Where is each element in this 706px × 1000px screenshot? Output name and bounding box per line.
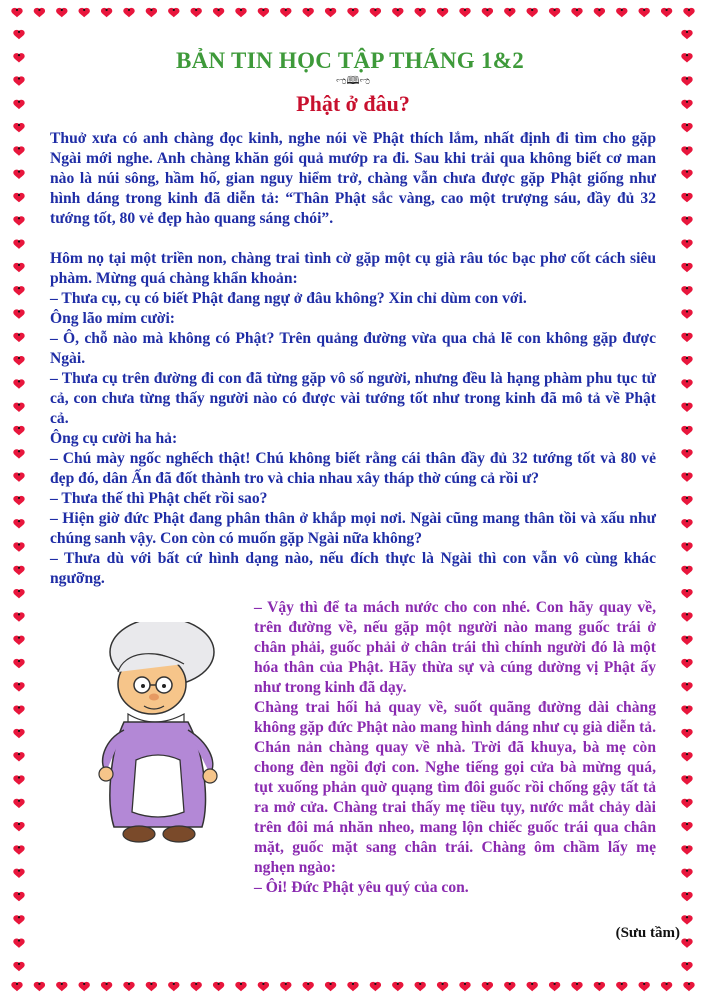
- heart-ornament-icon: [661, 982, 672, 991]
- heart-ornament-icon: [527, 982, 538, 991]
- heart-ornament-icon: [347, 8, 358, 17]
- heart-ornament-icon: [13, 170, 24, 179]
- heart-ornament-icon: [504, 8, 515, 17]
- heart-ornament-icon: [258, 8, 269, 17]
- heart-ornament-icon: [681, 892, 692, 901]
- heart-ornament-icon: [13, 892, 24, 901]
- heart-ornament-icon: [13, 775, 24, 784]
- heart-ornament-icon: [213, 8, 224, 17]
- dialogue-line: – Ôi! Đức Phật yêu quý của con.: [254, 879, 469, 896]
- heart-ornament-icon: [681, 426, 692, 435]
- heart-ornament-icon: [13, 869, 24, 878]
- heart-ornament-icon: [370, 982, 381, 991]
- heart-ornament-icon: [681, 356, 692, 365]
- source-credit: (Sưu tầm): [615, 925, 680, 941]
- heart-ornament-icon: [527, 8, 538, 17]
- heart-ornament-icon: [370, 8, 381, 17]
- dialogue-line: – Hiện giờ đức Phật đang phân thân ở khắp mọi nơi. Ngài cũng mang thân tồi và xấu như chúng sanh vậy. Con còn có muốn gặp Ngài nữa không?: [50, 510, 656, 547]
- heart-ornament-icon: [13, 193, 24, 202]
- heart-ornament-icon: [681, 659, 692, 668]
- dialogue-line: Ông lão mỉm cười:: [50, 310, 175, 327]
- heart-ornament-icon: [347, 982, 358, 991]
- heart-ornament-icon: [549, 982, 560, 991]
- heart-ornament-icon: [13, 822, 24, 831]
- heart-ornament-icon: [13, 542, 24, 551]
- heart-ornament-icon: [681, 939, 692, 948]
- heart-ornament-icon: [616, 982, 627, 991]
- heart-ornament-icon: [13, 53, 24, 62]
- heart-ornament-icon: [13, 729, 24, 738]
- heart-ornament-icon: [101, 982, 112, 991]
- heart-ornament-icon: [681, 449, 692, 458]
- heart-ornament-icon: [681, 76, 692, 85]
- heart-ornament-icon: [482, 982, 493, 991]
- heart-ornament-icon: [681, 496, 692, 505]
- heart-ornament-icon: [303, 982, 314, 991]
- heart-ornament-icon: [168, 982, 179, 991]
- heart-ornament-icon: [681, 100, 692, 109]
- heart-ornament-icon: [13, 30, 24, 39]
- heart-ornament-icon: [191, 982, 202, 991]
- heart-ornament-icon: [11, 982, 22, 991]
- heart-ornament-icon: [681, 566, 692, 575]
- heart-ornament-icon: [13, 799, 24, 808]
- heart-ornament-icon: [681, 473, 692, 482]
- heart-ornament-icon: [681, 333, 692, 342]
- heart-ornament-icon: [13, 682, 24, 691]
- heart-ornament-icon: [168, 8, 179, 17]
- heart-ornament-icon: [459, 982, 470, 991]
- dialogue-line: – Thưa cụ trên đường đi con đã từng gặp vô số người, nhưng đều là hạng phàm phu tục tử cả, con chưa từng thấy người nào có được vài tướng tốt như trong kinh đã mô tả về Phật cả.: [50, 370, 656, 427]
- heart-ornament-icon: [13, 659, 24, 668]
- heart-ornament-icon: [681, 403, 692, 412]
- heart-ornament-icon: [482, 8, 493, 17]
- heart-ornament-icon: [571, 982, 582, 991]
- heart-ornament-icon: [13, 449, 24, 458]
- heart-ornament-icon: [437, 982, 448, 991]
- heart-ornament-icon: [681, 822, 692, 831]
- heart-ornament-icon: [639, 982, 650, 991]
- heart-ornament-icon: [681, 636, 692, 645]
- heart-ornament-icon: [13, 496, 24, 505]
- heart-ornament-icon: [101, 8, 112, 17]
- heart-ornament-icon: [681, 799, 692, 808]
- heart-ornament-icon: [681, 915, 692, 924]
- heart-ornament-icon: [681, 706, 692, 715]
- heart-ornament-icon: [13, 962, 24, 971]
- heart-ornament-icon: [13, 752, 24, 761]
- heart-ornament-icon: [258, 982, 269, 991]
- heart-ornament-icon: [191, 8, 202, 17]
- heart-ornament-icon: [681, 775, 692, 784]
- dialogue-line: – Thưa cụ, cụ có biết Phật đang ngự ở đâu không? Xin chỉ dùm con với.: [50, 290, 527, 307]
- heart-ornament-icon: [683, 982, 694, 991]
- heart-ornament-icon: [13, 566, 24, 575]
- story-paragraph: Thuở xưa có anh chàng đọc kinh, nghe nói về Phật thích lắm, nhất định đi tìm cho gặp Ngài mới nghe. Anh chàng khăn gói quả mướp ra đi. Sau khi trải qua không biết cơ man nào là núi sông, hầm hố, gian nguy hiểm trở, chàng vẫn chưa được gặp Phật giống như hình dáng trong kinh đã diễn tả: “Thân Phật sắc vàng, cao một trượng sáu, đầy đủ 32 tướng tốt, 80 vẻ đẹp hào quang sáng chói”.: [50, 130, 656, 227]
- heart-ornament-icon: [681, 962, 692, 971]
- dialogue-line: – Ô, chỗ nào mà không có Phật? Trên quảng đường vừa qua chả lẽ con không gặp được Ngài.: [50, 330, 656, 367]
- heart-ornament-icon: [681, 845, 692, 854]
- heart-ornament-icon: [13, 216, 24, 225]
- heart-ornament-icon: [681, 729, 692, 738]
- heart-ornament-icon: [13, 76, 24, 85]
- heart-ornament-icon: [325, 8, 336, 17]
- heart-ornament-icon: [681, 752, 692, 761]
- heart-ornament-icon: [235, 982, 246, 991]
- heart-ornament-icon: [13, 100, 24, 109]
- heart-ornament-icon: [34, 8, 45, 17]
- heart-ornament-icon: [13, 123, 24, 132]
- dialogue-line: Ông cụ cười ha hả:: [50, 430, 178, 447]
- heart-ornament-icon: [459, 8, 470, 17]
- dialogue-line: – Chú mày ngốc nghếch thật! Chú không biết rằng cái thân đầy đủ 32 tướng tốt và 80 vẻ đẹp đó, dân Ấn đã đốt thành tro và chia nhau xây tháp thờ cúng cả rồi ư?: [50, 450, 656, 487]
- heart-ornament-icon: [303, 8, 314, 17]
- heart-ornament-icon: [13, 309, 24, 318]
- heart-ornament-icon: [13, 612, 24, 621]
- heart-ornament-icon: [571, 8, 582, 17]
- heart-ornament-icon: [681, 170, 692, 179]
- story-ending-text: [254, 598, 656, 898]
- heart-ornament-icon: [280, 8, 291, 17]
- heart-ornament-icon: [681, 589, 692, 598]
- heart-ornament-icon: [13, 519, 24, 528]
- dialogue-line: – Thưa thế thì Phật chết rồi sao?: [50, 490, 268, 507]
- heart-ornament-icon: [661, 8, 672, 17]
- heart-ornament-icon: [639, 8, 650, 17]
- heart-ornament-icon: [13, 426, 24, 435]
- heart-ornament-icon: [13, 356, 24, 365]
- heart-ornament-icon: [504, 982, 515, 991]
- grandmother-illustration: [84, 622, 234, 862]
- heart-ornament-icon: [13, 473, 24, 482]
- heart-ornament-icon: [681, 240, 692, 249]
- heart-ornament-icon: [392, 982, 403, 991]
- heart-ornament-icon: [79, 8, 90, 17]
- dialogue-line: – Vậy thì để ta mách nước cho con nhé. Con hãy quay về, trên đường về, nếu gặp một người nào mang guốc trái ở chân phải, guốc phải ở chân trái thì chính người đó là một hóa thân của Phật. Hãy thừa sự và cúng dường vị Phật ấy như trong kinh đã dạy.: [254, 599, 656, 696]
- heart-ornament-icon: [681, 309, 692, 318]
- heart-ornament-icon: [681, 193, 692, 202]
- heart-ornament-icon: [13, 706, 24, 715]
- heart-ornament-icon: [280, 982, 291, 991]
- heart-ornament-icon: [235, 8, 246, 17]
- heart-ornament-icon: [213, 982, 224, 991]
- heart-ornament-icon: [681, 542, 692, 551]
- heart-ornament-icon: [415, 982, 426, 991]
- heart-ornament-icon: [123, 982, 134, 991]
- heart-ornament-icon: [681, 53, 692, 62]
- heart-ornament-icon: [681, 123, 692, 132]
- heart-ornament-icon: [13, 240, 24, 249]
- heart-ornament-icon: [13, 939, 24, 948]
- heart-ornament-icon: [13, 403, 24, 412]
- heart-ornament-icon: [13, 845, 24, 854]
- heart-ornament-icon: [13, 146, 24, 155]
- heart-ornament-icon: [56, 8, 67, 17]
- heart-ornament-icon: [56, 982, 67, 991]
- heart-ornament-icon: [681, 216, 692, 225]
- heart-ornament-icon: [13, 263, 24, 272]
- heart-ornament-icon: [13, 915, 24, 924]
- heart-ornament-icon: [13, 379, 24, 388]
- heart-ornament-icon: [616, 8, 627, 17]
- heart-ornament-icon: [13, 333, 24, 342]
- heart-ornament-icon: [415, 8, 426, 17]
- heart-ornament-icon: [681, 612, 692, 621]
- heart-ornament-icon: [146, 8, 157, 17]
- heart-ornament-icon: [13, 636, 24, 645]
- heart-ornament-icon: [594, 982, 605, 991]
- story-title: Phật ở đâu?: [296, 91, 410, 116]
- story-paragraph: Chàng trai hối hả quay về, suốt quãng đường dài chàng không gặp đức Phật nào mang hình dáng như cụ già diễn tả. Chán nản chàng quay về nhà. Trời đã khuya, bà mẹ còn chong đèn ngồi đợi con. Nghe tiếng gọi cửa bà mừng quá, tụt xuống phản quờ quạng tìm đôi guốc rồi chống gậy tất tả ra mở cửa. Chàng trai thấy mẹ tiều tụy, nước mắt chảy dài trên đôi má nhăn nheo, mang lộn chiếc guốc trái qua chân mặt, guốc mặt sang chân trái. Chàng ôm chầm lấy mẹ nghẹn ngào:: [254, 699, 656, 876]
- heart-ornament-icon: [34, 982, 45, 991]
- heart-ornament-icon: [681, 30, 692, 39]
- story-paragraph: Hôm nọ tại một triền non, chàng trai tình cờ gặp một cụ già râu tóc bạc phơ cốt cách siêu phàm. Mừng quá chàng khẩn khoản:: [50, 250, 656, 287]
- story-body: [50, 129, 656, 589]
- heart-ornament-icon: [437, 8, 448, 17]
- heart-ornament-icon: [683, 8, 694, 17]
- heart-ornament-icon: [392, 8, 403, 17]
- heart-ornament-icon: [146, 982, 157, 991]
- heart-ornament-icon: [11, 8, 22, 17]
- heart-ornament-icon: [325, 982, 336, 991]
- heart-ornament-icon: [681, 519, 692, 528]
- heart-ornament-icon: [123, 8, 134, 17]
- heart-ornament-icon: [681, 379, 692, 388]
- heart-ornament-icon: [13, 286, 24, 295]
- heart-ornament-icon: [681, 263, 692, 272]
- heart-ornament-icon: [681, 869, 692, 878]
- heart-ornament-icon: [594, 8, 605, 17]
- heart-ornament-icon: [681, 682, 692, 691]
- dialogue-line: – Thưa dù với bất cứ hình dạng nào, nếu đích thực là Ngài thì con vẫn vô cùng khác ngưỡng.: [50, 550, 656, 587]
- newsletter-title: BẢN TIN HỌC TẬP THÁNG 1&2: [175, 48, 525, 73]
- heart-ornament-icon: [549, 8, 560, 17]
- heart-ornament-icon: [13, 589, 24, 598]
- heart-ornament-icon: [681, 146, 692, 155]
- heart-ornament-icon: [79, 982, 90, 991]
- heart-ornament-icon: [681, 286, 692, 295]
- book-ornament-icon: ಌ🕮ಌ: [335, 75, 371, 87]
